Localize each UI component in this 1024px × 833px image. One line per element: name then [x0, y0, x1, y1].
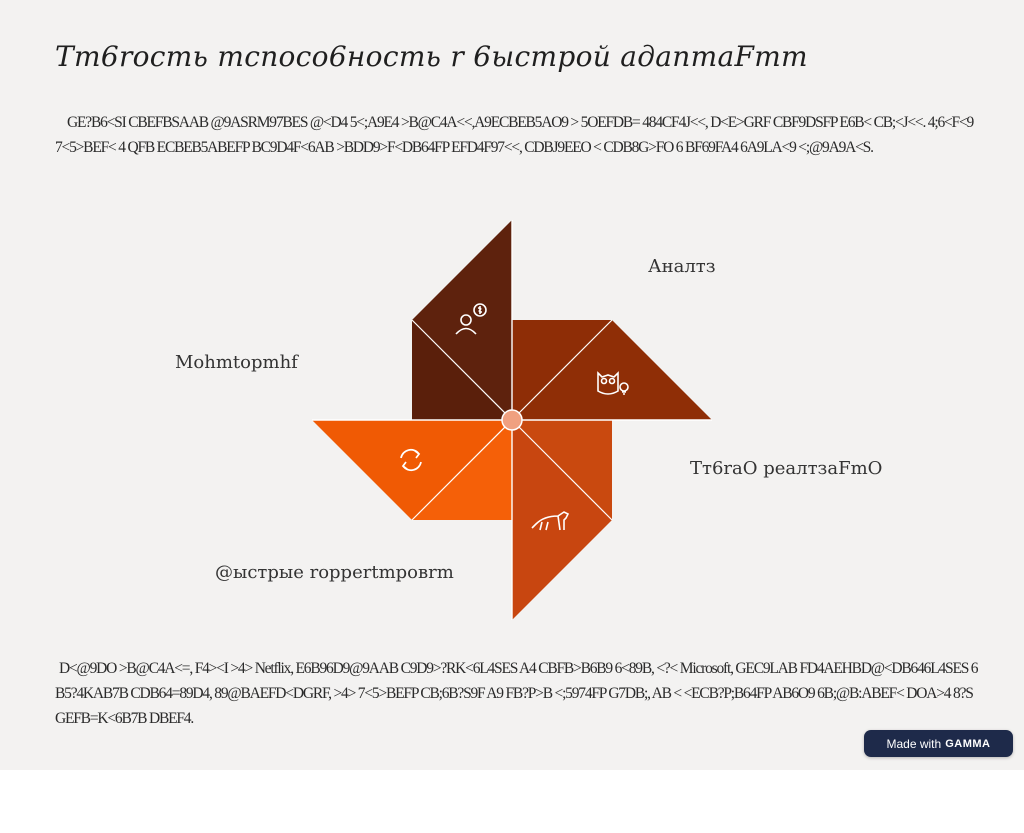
- intro-paragraph: GE?B6<SI CBEFBSAAB @9ASRM97BES @<D4 5<;A9E4 >B@C4A<<,A9ECBEB5AO9 > 5OEFDB= 484CF4J<<, D<E>GRF CBF9DSFP E6B< CB;<J<<. 4;6<F<9 7<5>BEF< 4 QFB ECBEB5ABEFP BC9D4F<6AB >BDD9>F<DB64FP EFD4F97<<, CDBJ9EEO < CDB8G>FO 6 BF69FA4 6A9LA<9 <;@9A9A<S.: [55, 114, 974, 156]
- label-corrections: @ыстрые roppertmpoвrm: [215, 562, 454, 583]
- label-analysis: Аналтз: [648, 256, 716, 277]
- blade-monitoring: [412, 220, 512, 420]
- center-hub: [502, 410, 522, 430]
- made-with-gamma-badge[interactable]: [864, 730, 1013, 757]
- blade-analysis: [512, 320, 712, 420]
- badge-brand: GAMMA: [945, 737, 991, 750]
- badge-prefix: Made with: [886, 736, 942, 751]
- blade-implementation: [512, 420, 612, 620]
- label-implementation: Тт6raO реалтзаFmO: [690, 458, 883, 479]
- slide-title: Тт6rость тспосо6ность r 6ыстрой адаптаFтт: [55, 40, 808, 73]
- outro-paragraph: D<@9DO >B@C4A<=, F4><I >4> Netflix, E6B96D9@9AAB C9D9>?RK<6L4SES A4 CBFB>B6B9 6<89B, <?< Microsoft, GEC9LAB FD4AEHBD@<DB646L4SES 6 B5?4KAB7B CDB64=89D4, 89@BAEFD<DGRF, >4> 7<5>BEFP CB;6B?S9F A9 FB?P>B <;5974FP G7DB;, AB < <ECB?P;B64FP AB6O9 6B;@B:ABEF< DOA>4 8?S GEFB=K<6B7B DBEF4.: [55, 660, 978, 727]
- label-monitoring: Mohmtopmhf: [175, 352, 298, 373]
